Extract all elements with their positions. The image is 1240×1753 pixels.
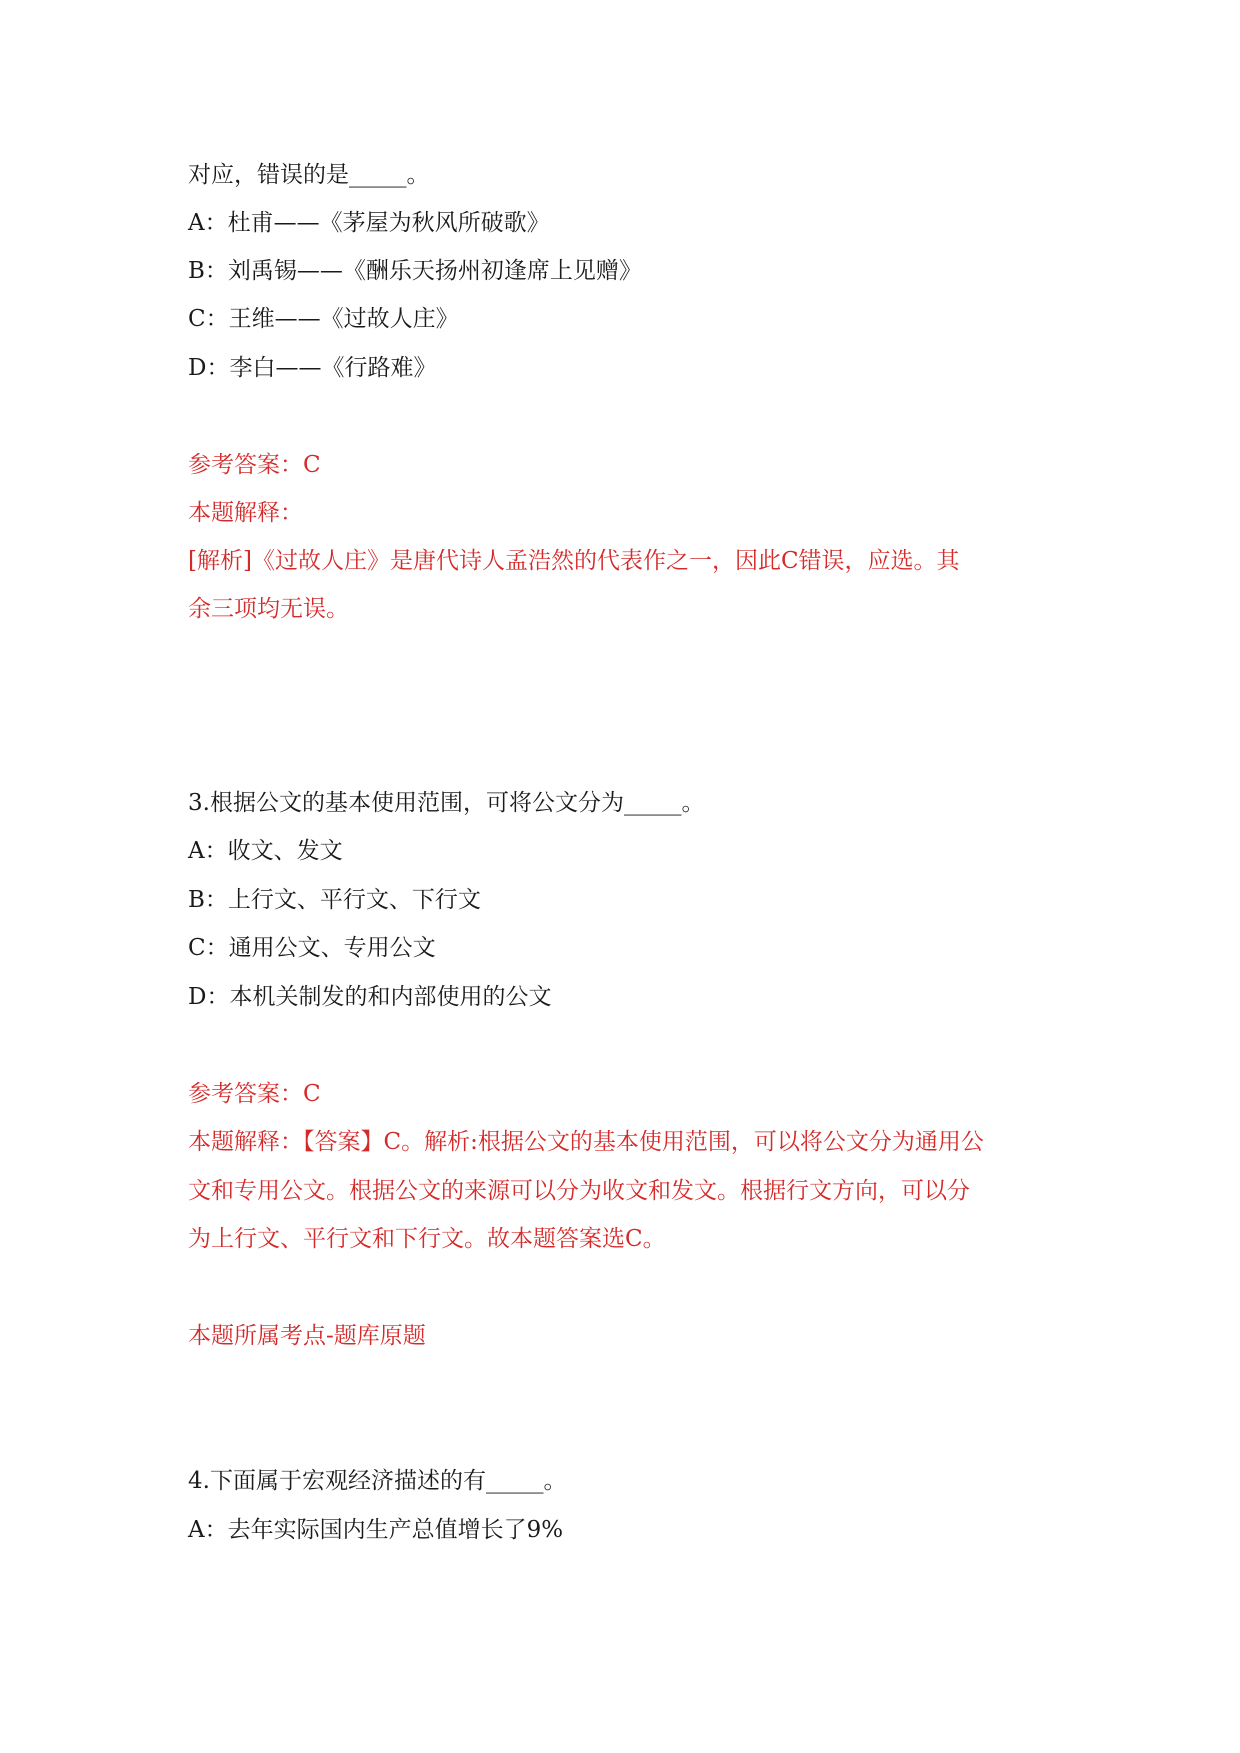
- q2-stem-tail: 对应，错误的是_____。: [188, 162, 430, 188]
- q3-option-c: C：通用公文、专用公文: [188, 935, 436, 961]
- q2-explanation-label: 本题解释：: [188, 500, 303, 526]
- q2-option-c: C：王维——《过故人庄》: [188, 306, 459, 332]
- q4-stem: 4.下面属于宏观经济描述的有_____。: [188, 1468, 567, 1494]
- q4-option-a: A：去年实际国内生产总值增长了9%: [188, 1517, 564, 1543]
- q3-explanation-line-3: 为上行文、平行文和下行文。故本题答案选C。: [188, 1226, 666, 1252]
- q2-option-a: A：杜甫——《茅屋为秋风所破歌》: [188, 210, 550, 236]
- q3-answer: 参考答案：C: [188, 1081, 321, 1107]
- q3-explanation-line-2: 文和专用公文。根据公文的来源可以分为收文和发文。根据行文方向，可以分: [188, 1178, 970, 1204]
- q2-answer: 参考答案：C: [188, 452, 321, 478]
- q3-option-b: B：上行文、平行文、下行文: [188, 887, 481, 913]
- q2-option-d: D：李白——《行路难》: [188, 355, 437, 381]
- q3-option-d: D：本机关制发的和内部使用的公文: [188, 984, 552, 1010]
- q3-topic: 本题所属考点-题库原题: [188, 1323, 426, 1349]
- q2-explanation-line-2: 余三项均无误。: [188, 596, 349, 622]
- q3-stem: 3.根据公文的基本使用范围，可将公文分为_____。: [188, 790, 705, 816]
- q3-option-a: A：收文、发文: [188, 838, 343, 864]
- q3-explanation-line-1: 本题解释：【答案】C。解析:根据公文的基本使用范围，可以将公文分为通用公: [188, 1129, 984, 1155]
- q2-option-b: B：刘禹锡——《酬乐天扬州初逢席上见赠》: [188, 258, 642, 284]
- q2-explanation-line-1: [解析]《过故人庄》是唐代诗人孟浩然的代表作之一，因此C错误，应选。其: [188, 548, 960, 574]
